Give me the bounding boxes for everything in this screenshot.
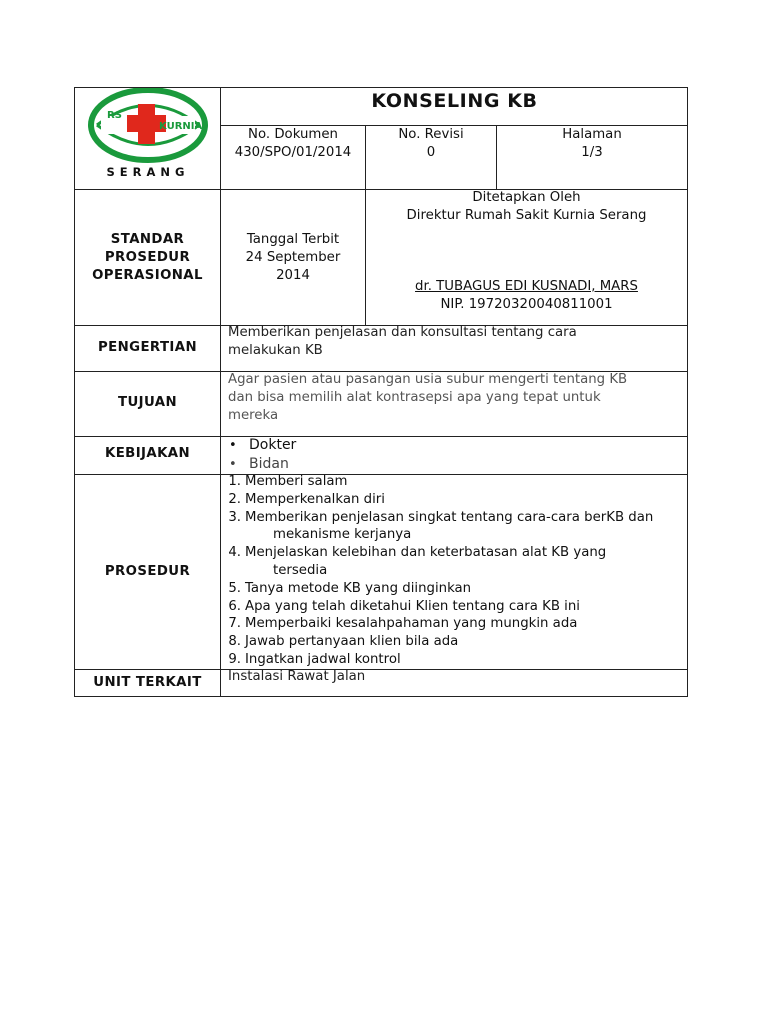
step-number: 3. — [228, 509, 241, 525]
list-item — [228, 615, 698, 633]
list-item — [228, 580, 698, 598]
step-number: 1. — [228, 474, 241, 489]
direktur: Direktur Rumah Sakit Kurnia Serang — [406, 208, 647, 223]
tujuan-line: mereka — [228, 408, 279, 423]
spo-label-line: OPERASIONAL — [92, 268, 203, 283]
kebijakan-list — [227, 436, 296, 474]
tanggal-value: 24 September — [245, 250, 341, 265]
logo-city: SERANG — [106, 165, 190, 179]
list-item — [228, 651, 698, 669]
step-number: 7. — [228, 616, 241, 632]
prosedur-steps — [221, 473, 698, 669]
pengertian-label: PENGERTIAN — [97, 340, 198, 355]
svg-text:KURNIA: KURNIA — [159, 121, 203, 132]
step-text: Apa yang telah diketahui Klien tentang cara KB ini — [245, 598, 580, 614]
step-text: Ingatkan jadwal kontrol — [245, 651, 401, 667]
step-text: Memperkenalkan diri — [245, 491, 385, 507]
unit-terkait-value: Instalasi Rawat Jalan — [228, 669, 366, 684]
step-number: 5. — [228, 580, 241, 596]
halaman-label: Halaman — [562, 127, 622, 142]
list-item — [228, 509, 698, 545]
tujuan-line: dan bisa memilih alat kontrasepsi apa yang tepat untuk — [228, 390, 601, 405]
pengertian-line: Memberikan penjelasan dan konsultasi tentang cara — [228, 325, 577, 340]
signer-name: dr. TUBAGUS EDI KUSNADI, MARS — [415, 279, 638, 294]
list-item — [228, 473, 698, 491]
row-divider — [75, 436, 687, 437]
ditetapkan-oleh: Ditetapkan Oleh — [472, 190, 581, 205]
no-dokumen-value: 430/SPO/01/2014 — [234, 145, 352, 160]
list-item: • Bidan — [227, 455, 296, 474]
no-revisi-value: 0 — [426, 145, 436, 160]
step-text: Menjelaskan kelebihan dan keterbatasan alat KB yang — [245, 545, 607, 561]
kebijakan-label: KEBIJAKAN — [104, 446, 191, 461]
pengertian-line: melakukan KB — [228, 343, 323, 358]
signer-nip: NIP. 19720320040811001 — [440, 297, 613, 312]
tanggal-year: 2014 — [276, 268, 310, 283]
step-number: 2. — [228, 491, 241, 507]
list-item — [228, 491, 698, 509]
step-text: Tanya metode KB yang diinginkan — [245, 580, 472, 596]
step-text: Memperbaiki kesalahpahaman yang mungkin ada — [245, 616, 578, 632]
spo-document — [74, 87, 688, 697]
hospital-logo — [87, 88, 209, 188]
step-number: 9. — [228, 651, 241, 667]
list-item — [228, 633, 698, 651]
tanggal-terbit — [221, 231, 365, 285]
prosedur-label: PROSEDUR — [104, 564, 191, 579]
list-item — [228, 544, 698, 580]
tujuan-label: TUJUAN — [117, 395, 178, 410]
document-title: KONSELING KB — [371, 90, 538, 112]
spo-label — [75, 231, 220, 285]
pengertian-text — [228, 324, 683, 360]
tanggal-label: Tanggal Terbit — [246, 232, 340, 247]
step-text: Memberi salam — [245, 474, 348, 489]
unit-terkait-label: UNIT TERKAIT — [93, 675, 202, 690]
spo-label-line: STANDAR — [110, 232, 185, 247]
step-text: Jawab pertanyaan klien bila ada — [245, 634, 459, 650]
list-item — [228, 598, 698, 616]
step-number: 6. — [228, 598, 241, 614]
svg-text:RS: RS — [107, 110, 122, 121]
step-text: Memberikan penjelasan singkat tentang cara-cara berKB dan — [245, 509, 654, 525]
step-number: 4. — [228, 545, 241, 561]
step-number: 8. — [228, 634, 241, 650]
step-continuation: tersedia — [273, 562, 328, 578]
halaman-value: 1/3 — [581, 145, 603, 160]
tujuan-text — [228, 371, 683, 425]
spo-label-line: PROSEDUR — [104, 250, 191, 265]
no-dokumen-label: No. Dokumen — [248, 127, 338, 142]
step-continuation: mekanisme kerjanya — [273, 527, 412, 543]
no-revisi-label: No. Revisi — [398, 127, 464, 142]
list-item: • Dokter — [227, 436, 296, 455]
tujuan-line: Agar pasien atau pasangan usia subur mengerti tentang KB — [228, 372, 628, 387]
